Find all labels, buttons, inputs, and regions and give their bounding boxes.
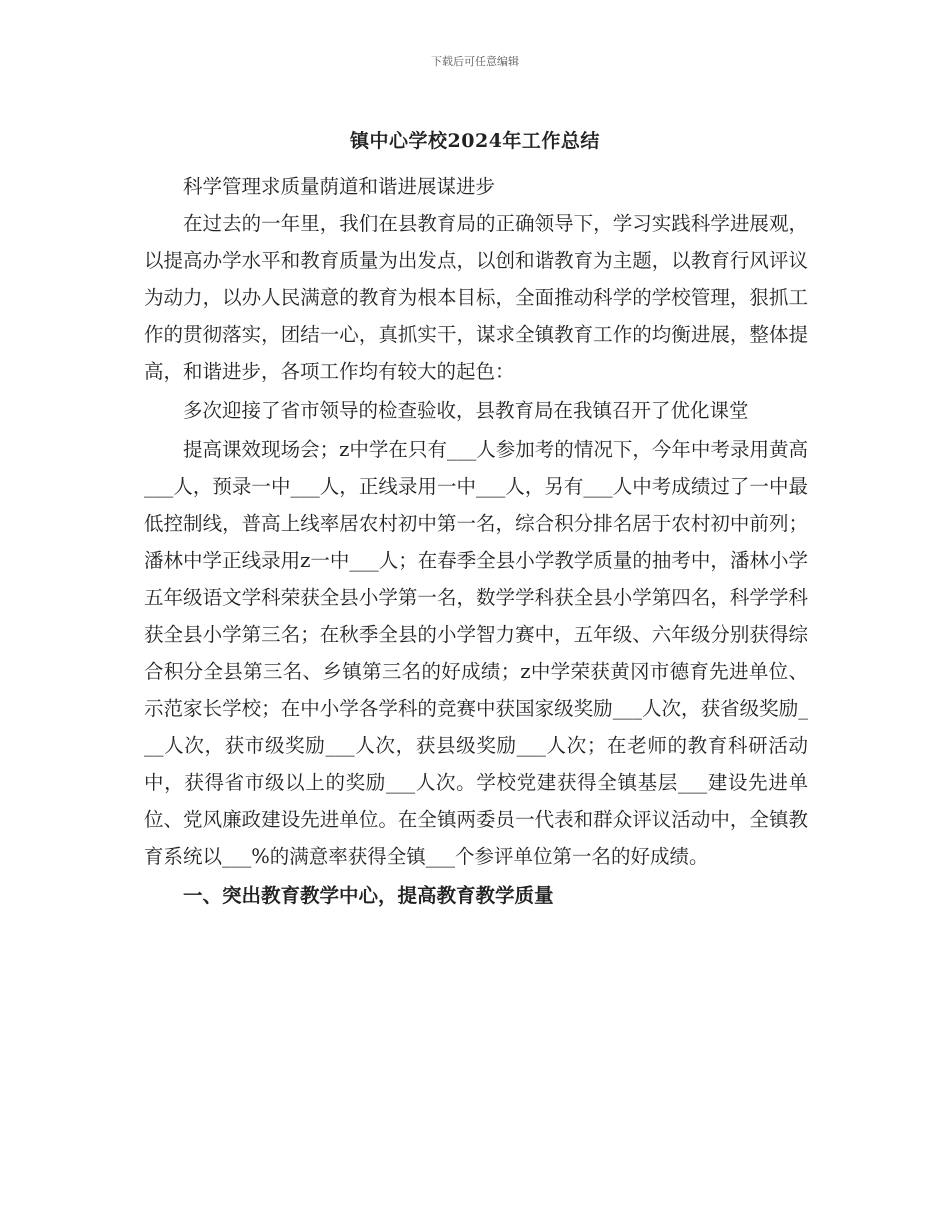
paragraph-subtitle: 科学管理求质量荫道和谐进展谋进步 (183, 175, 496, 198)
paragraph-achievements: 提高课效现场会；z中学在只有___人参加考的情况下，今年中考录用黄高___人，预录一中___人，正线录用一中___人，另有___人中考成绩过了一中最低控制线，普高上线率居农村初中第一名，综合积分排名居于农村初中前列；潘林中学正线录用z一中___人；在春季全县小学教学质量的抽考中，潘林小学五年级语文学科荣获全县小学第一名，数学学科获全县小学第四名，科学学科获全县小学第三名；在秋季全县的小学智力赛中，五年级、六年级分别获得综合积分全县第三名、乡镇第三名的好成绩；z中学荣获黄冈市德育先进单位、示范家长学校；在中小学各学科的竞赛中获国家级奖励___人次，获省级奖励___人次，获市级奖励___人次，获县级奖励___人次；在老师的教育科研活动中，获得省市级以上的奖励___人次。学校党建获得全镇基层___建设先进单位、党风廉政建设先进单位。在全镇两委员一代表和群众评议活动中，全镇教育系统以___%的满意率获得全镇___个参评单位第一名的好成绩。 (144, 438, 808, 868)
document-title: 镇中心学校2024年工作总结 (350, 130, 600, 152)
paragraph-intro: 在过去的一年里，我们在县教育局的正确领导下，学习实践科学进展观，以提高办学水平和教育质量为出发点，以创和谐教育为主题，以教育行风评议为动力，以办人民满意的教育为根本目标，全面推动科学的学校管理，狠抓工作的贯彻落实，团结一心，真抓实干，谋求全镇教育工作的均衡进展，整体提高，和谐进步，各项工作均有较大的起色： (144, 212, 808, 383)
page-header-note: 下载后可任意编辑 (431, 55, 519, 68)
section-heading: 一、突出教育教学中心，提高教育教学质量 (183, 884, 554, 907)
paragraph-inspection: 多次迎接了省市领导的检查验收，县教育局在我镇召开了优化课堂 (183, 399, 749, 422)
document-body (144, 168, 808, 914)
